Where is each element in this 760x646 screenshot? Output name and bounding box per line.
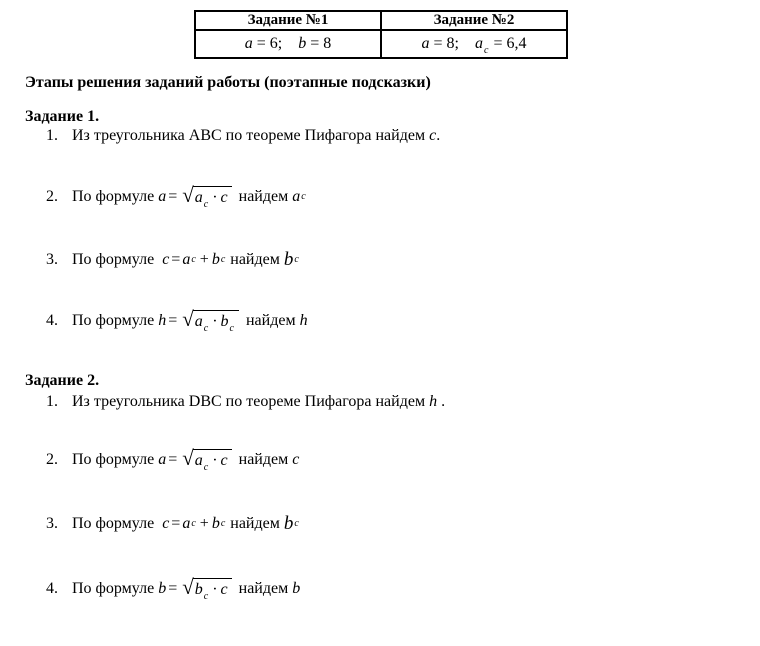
item-text: По формуле xyxy=(72,580,155,597)
item-text: найдем xyxy=(238,451,289,468)
var-a-sub-c: a xyxy=(474,35,483,52)
var: c xyxy=(220,188,228,206)
item-text: По формуле xyxy=(72,312,155,329)
subscript-c: c xyxy=(301,191,306,202)
var: b xyxy=(194,580,203,598)
table-header-task2: Задание №2 xyxy=(381,11,567,30)
item-text: найдем xyxy=(230,515,280,532)
equals-sign: = xyxy=(168,188,178,205)
var: a xyxy=(182,515,191,532)
subscript-c: c xyxy=(294,254,299,265)
list-number: 2. xyxy=(46,188,58,205)
task1-item2 xyxy=(46,182,307,212)
subscript-c: c xyxy=(203,590,209,602)
radicand xyxy=(193,186,232,210)
formula-lhs: h xyxy=(158,312,167,329)
radicand xyxy=(193,310,239,334)
task1-item3 xyxy=(46,245,300,275)
item-end: . xyxy=(437,393,446,410)
task1-item1 xyxy=(46,126,440,146)
table-value-row xyxy=(195,30,567,58)
operator: + xyxy=(199,515,209,532)
list-number: 2. xyxy=(46,451,58,468)
var-a: a xyxy=(244,35,253,52)
radicand xyxy=(193,578,232,602)
item-text: Из треугольника DBC по теореме Пифагора найдем xyxy=(72,393,426,410)
formula-lhs: c xyxy=(162,515,170,532)
var: b xyxy=(220,312,229,330)
value-a: = 8; xyxy=(433,35,459,52)
radical-icon: √ xyxy=(182,574,194,599)
task2-item1 xyxy=(46,392,445,412)
equals-sign: = xyxy=(168,451,178,468)
item-end: . xyxy=(436,127,441,144)
subscript-c: c xyxy=(191,254,196,265)
subscript-c: c xyxy=(229,322,234,334)
sqrt-radical xyxy=(182,574,231,602)
formula-lhs: b xyxy=(158,580,167,597)
result-var: h xyxy=(299,312,308,329)
var-b: b xyxy=(298,35,307,52)
result-var: b xyxy=(283,249,294,270)
item-text: По формуле xyxy=(72,251,155,268)
equals-sign: = xyxy=(168,312,178,329)
value-a: = 6; xyxy=(256,35,283,52)
task1-item4 xyxy=(46,306,308,336)
item-text: найдем xyxy=(238,580,289,597)
item-text: Из треугольника ABC по теореме Пифагора найдем xyxy=(72,127,426,144)
subscript-c: c xyxy=(294,518,299,529)
list-number: 1. xyxy=(46,393,58,410)
subscript-c: c xyxy=(203,198,209,210)
var-a: a xyxy=(421,35,430,52)
operator: · xyxy=(212,451,218,469)
subscript-c: c xyxy=(191,518,196,529)
item-text: найдем xyxy=(245,312,296,329)
subscript-c: c xyxy=(203,322,209,334)
var: c xyxy=(220,451,228,469)
sqrt-radical xyxy=(182,182,231,210)
page-title: Этапы решения заданий работы (поэтапные подсказки) xyxy=(25,74,431,91)
var: b xyxy=(211,515,220,532)
list-number: 4. xyxy=(46,580,58,597)
operator: · xyxy=(212,312,218,330)
list-number: 4. xyxy=(46,312,58,329)
item-text: По формуле xyxy=(72,515,155,532)
var: a xyxy=(182,251,191,268)
radical-icon: √ xyxy=(182,182,194,207)
subscript-c: c xyxy=(220,254,226,265)
formula-lhs: a xyxy=(158,188,167,205)
subscript-c: c xyxy=(203,461,209,473)
list-number: 3. xyxy=(46,251,58,268)
task2-item2 xyxy=(46,445,299,475)
item-text: найдем xyxy=(238,188,289,205)
radical-icon: √ xyxy=(182,445,194,470)
sqrt-radical xyxy=(182,306,239,334)
var: a xyxy=(194,188,203,206)
equals-sign: = xyxy=(168,580,178,597)
var: a xyxy=(194,451,203,469)
item-text: найдем xyxy=(230,251,280,268)
task1-title: Задание 1. xyxy=(25,108,100,125)
operator: + xyxy=(199,251,209,268)
var-c: c xyxy=(429,127,437,144)
operator: · xyxy=(212,580,218,598)
var-h: h xyxy=(429,393,438,410)
result-var: b xyxy=(283,513,294,534)
task2-item4 xyxy=(46,574,300,604)
radical-icon: √ xyxy=(182,306,194,331)
equals-sign: = xyxy=(171,515,181,532)
formula-lhs: a xyxy=(158,451,167,468)
task-values-table xyxy=(194,10,568,59)
item-text: По формуле xyxy=(72,188,155,205)
list-number: 3. xyxy=(46,515,58,532)
var: a xyxy=(194,312,203,330)
table-cell-task1-values xyxy=(195,30,381,58)
table-header-task1: Задание №1 xyxy=(195,11,381,30)
value-ac: = 6,4 xyxy=(493,35,527,52)
result-var: c xyxy=(292,451,300,468)
radicand xyxy=(193,449,232,473)
task2-title: Задание 2. xyxy=(25,372,100,389)
table-cell-task2-values xyxy=(381,30,567,58)
item-text: По формуле xyxy=(72,451,155,468)
subscript-c: c xyxy=(220,518,226,529)
equals-sign: = xyxy=(171,251,181,268)
value-b: = 8 xyxy=(310,35,332,52)
result-var: b xyxy=(292,580,301,597)
table-header-row xyxy=(195,11,567,30)
sqrt-radical xyxy=(182,445,231,473)
var: b xyxy=(211,251,220,268)
subscript-c: c xyxy=(483,45,489,56)
formula-lhs: c xyxy=(162,251,170,268)
result-var: a xyxy=(292,188,301,205)
list-number: 1. xyxy=(46,127,58,144)
var: c xyxy=(220,580,228,598)
task2-item3 xyxy=(46,509,300,539)
operator: · xyxy=(212,188,218,206)
